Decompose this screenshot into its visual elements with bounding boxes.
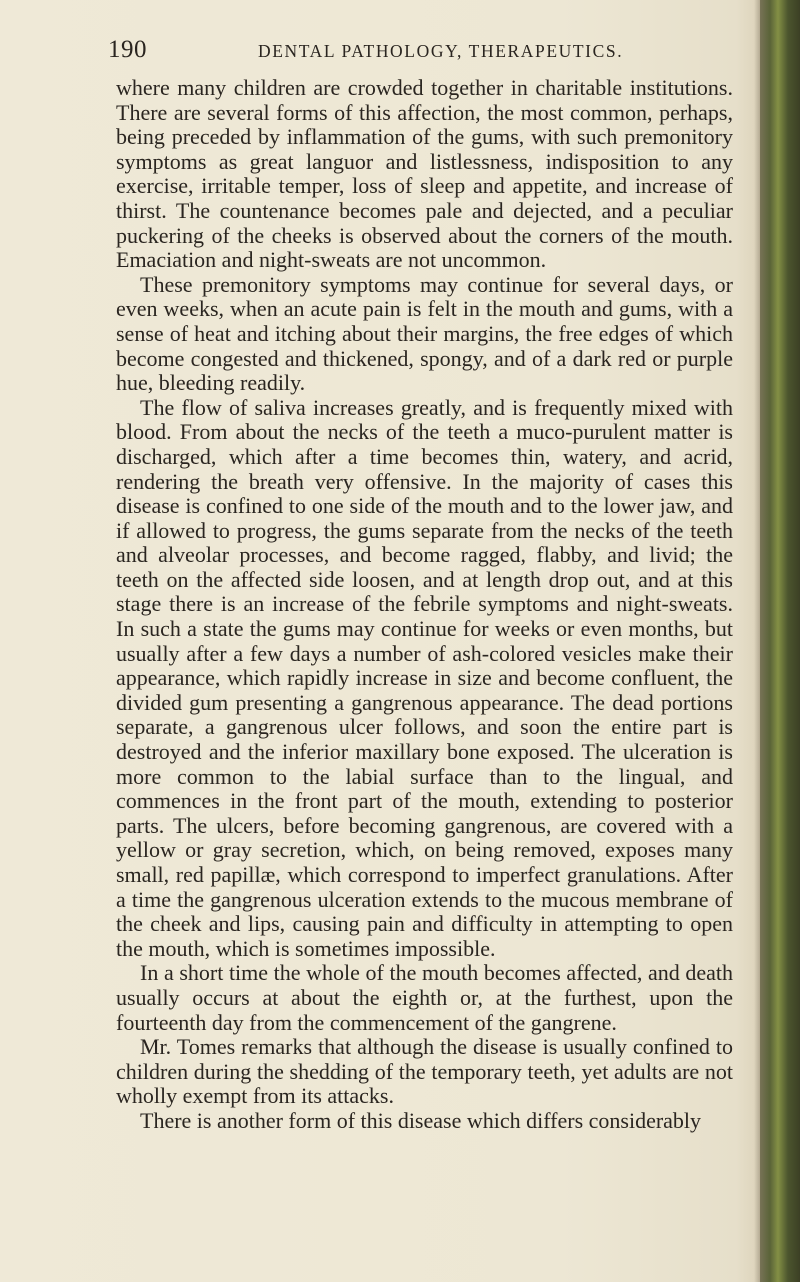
- paragraph: The flow of saliva increases greatly, and is frequently mixed with blood. From about the necks of the teeth a muco-purulent matter is discharged, which after a time becomes thin, watery, and acrid, rendering the breath very offensive. In the majority of cases this disease is confined to one side of the mouth and to the lower jaw, and if allowed to progress, the gums separate from the necks of the teeth and alveolar processes, and become ragged, flabby, and livid; the teeth on the affected side loosen, and at length drop out, and at this stage there is an increase of the febrile symptoms and night-sweats. In such a state the gums may continue for weeks or even months, but usually after a few days a number of ash-colored vesicles make their appearance, which rapidly increase in size and become confluent, the divided gum presenting a gangrenous appearance. The dead portions separate, a gangrenous ulcer follows, and soon the entire part is destroyed and the inferior maxillary bone exposed. The ulceration is more common to the labial surface than to the lingual, and commences in the front part of the mouth, extending to posterior parts. The ulcers, before becoming gangrenous, are covered with a yellow or gray secretion, which, on being removed, exposes many small, red papillæ, which correspond to imperfect granulations. After a time the gangrenous ulceration extends to the mucous membrane of the cheek and lips, causing pain and difficulty in attempting to open the mouth, which is sometimes impossible.: [116, 394, 733, 961]
- book-binding-edge: [760, 0, 800, 1282]
- paragraph-continued: where many children are crowded together in charitable institutions. There are several forms of this affection, the most common, perhaps, being preceded by inflammation of the gums, with such premonitory symptoms as great languor and listlessness, indisposition to any exercise, irritable temper, loss of sleep and appetite, and increase of thirst. The countenance becomes pale and dejected, and a peculiar puckering of the cheeks is observed about the corners of the mouth. Emaciation and night-sweats are not uncommon.: [116, 75, 733, 273]
- paragraph: Mr. Tomes remarks that although the disease is usually confined to children during the shedding of the temporary teeth, yet adults are not wholly exempt from its attacks.: [116, 1034, 733, 1109]
- page-number: 190: [108, 36, 147, 63]
- paragraph: There is another form of this disease which differs considerably: [140, 1107, 702, 1133]
- paragraph: These premonitory symptoms may continue for several days, or even weeks, when an acute pain is felt in the mouth and gums, with a sense of heat and itching about their margins, the free edges of which become congested and thickened, spongy, and of a dark red or purple hue, bleeding readily.: [116, 271, 733, 396]
- page-header: [108, 30, 748, 70]
- paragraph: In a short time the whole of the mouth becomes affected, and death usually occurs at about the eighth or, at the furthest, upon the fourteenth day from the commencement of the gangrene.: [116, 960, 733, 1035]
- body-text: [116, 76, 733, 1134]
- running-head: DENTAL PATHOLOGY, THERAPEUTICS.: [258, 41, 624, 61]
